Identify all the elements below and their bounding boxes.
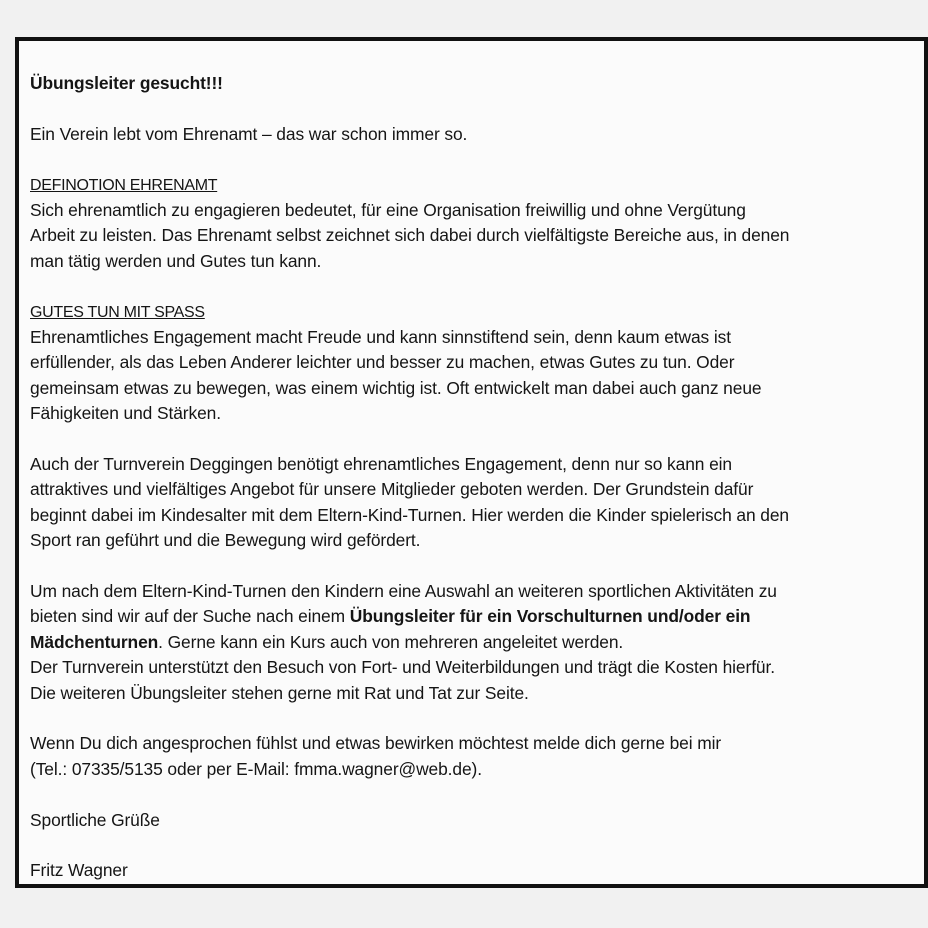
signature: Fritz Wagner	[30, 860, 128, 881]
club-line: Auch der Turnverein Deggingen benötigt ehrenamtliches Engagement, denn nur so kann ein	[30, 454, 732, 475]
search-line-text: . Gerne kann ein Kurs auch von mehreren angeleitet werden.	[158, 631, 624, 652]
club-line: Sport ran geführt und die Bewegung wird gefördert.	[30, 530, 421, 551]
search-highlight: Übungsleiter für ein Vorschulturnen und/oder ein	[349, 606, 751, 627]
notice-title: Übungsleiter gesucht!!!	[30, 73, 223, 93]
definition-line: Sich ehrenamtlich zu engagieren bedeutet, für eine Organisation freiwillig und ohne Vergütung	[30, 200, 746, 220]
intro-text: Ein Verein lebt vom Ehrenamt – das war schon immer so.	[30, 123, 468, 144]
club-line: attraktives und vielfältiges Angebot für unsere Mitglieder geboten werden. Der Grundstein dafür	[30, 479, 754, 500]
support-line: Die weiteren Übungsleiter stehen gerne mit Rat und Tat zur Seite.	[30, 682, 529, 703]
contact-line: Wenn Du dich angesprochen fühlst und etwas bewirken möchtest melde dich gerne bei mir	[30, 733, 722, 754]
greeting: Sportliche Grüße	[30, 809, 160, 830]
search-line-text: bieten sind wir auf der Suche nach einem	[30, 606, 350, 627]
notice-content	[19, 41, 924, 884]
fun-line: gemeinsam etwas zu bewegen, was einem wichtig ist. Oft entwickelt man dabei auch ganz neue	[30, 377, 762, 398]
search-line	[30, 630, 924, 655]
support-line: Der Turnverein unterstützt den Besuch von Fort- und Weiterbildungen und trägt die Kosten hierfür.	[30, 657, 775, 678]
notice-frame	[15, 37, 928, 888]
club-line: beginnt dabei im Kindesalter mit dem Eltern-Kind-Turnen. Hier werden die Kinder spielerisch an den	[30, 504, 790, 525]
section-heading-fun: GUTES TUN MIT SPASS	[30, 303, 205, 321]
definition-line: Arbeit zu leisten. Das Ehrenamt selbst zeichnet sich dabei durch vielfältigste Bereiche aus, in denen	[30, 225, 790, 246]
fun-line: erfüllender, als das Leben Anderer leichter und besser zu machen, etwas Gutes zu tun. Oder	[30, 352, 735, 373]
fun-line: Fähigkeiten und Stärken.	[30, 403, 221, 424]
search-line: Um nach dem Eltern-Kind-Turnen den Kindern eine Auswahl an weiteren sportlichen Aktivitäten zu	[30, 581, 777, 602]
section-heading-definition: DEFINOTION EHRENAMT	[30, 176, 218, 194]
fun-line: Ehrenamtliches Engagement macht Freude und kann sinnstiftend sein, denn kaum etwas ist	[30, 327, 731, 348]
contact-details: (Tel.: 07335/5135 oder per E-Mail: fmma.wagner@web.de).	[30, 758, 482, 779]
definition-line: man tätig werden und Gutes tun kann.	[30, 250, 322, 271]
search-highlight: Mädchenturnen	[30, 631, 159, 652]
search-line	[30, 604, 924, 629]
